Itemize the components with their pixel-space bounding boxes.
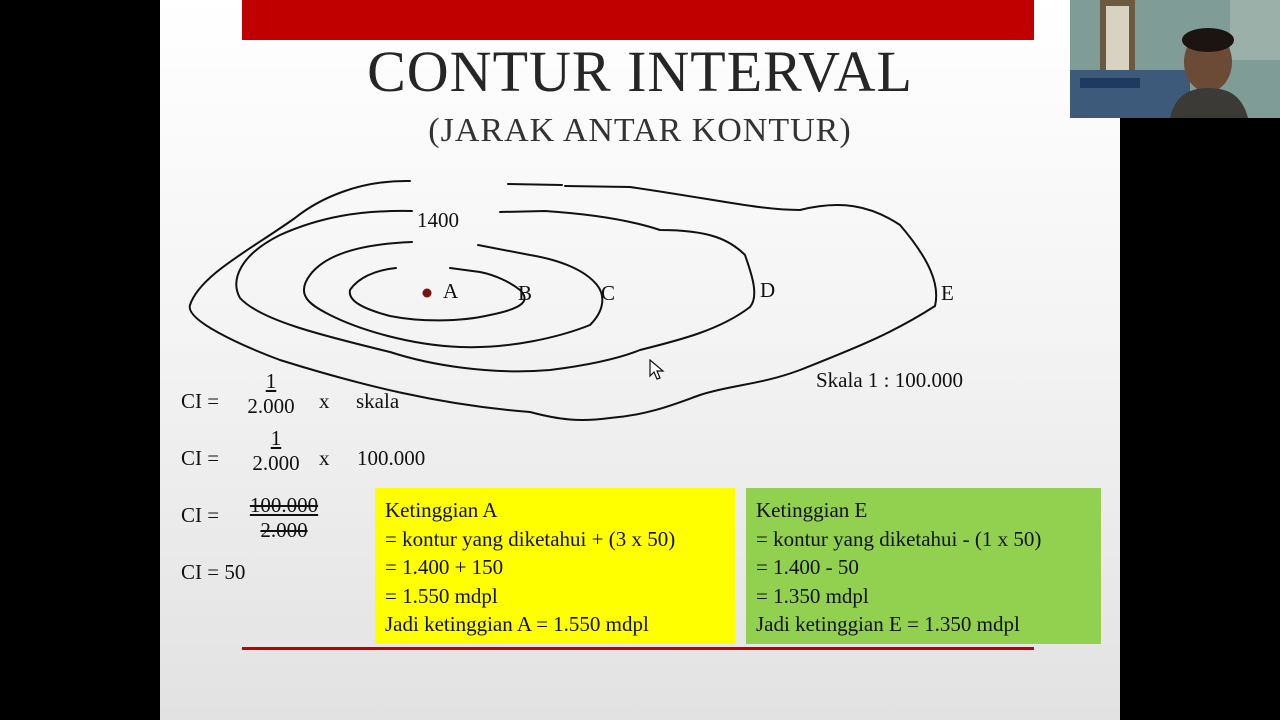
point-b-label: B bbox=[518, 281, 533, 305]
bottom-red-line bbox=[242, 647, 1034, 650]
point-a-marker bbox=[423, 289, 432, 298]
formula-3-denominator: 2.000 bbox=[260, 518, 308, 542]
ketinggian-e-box bbox=[746, 488, 1101, 644]
formula-1-denominator: 2.000 bbox=[247, 394, 295, 418]
webcam-overlay bbox=[1070, 0, 1280, 118]
box-e-line-1: Ketinggian E bbox=[756, 498, 868, 522]
formula-1-numerator: 1 bbox=[265, 369, 277, 393]
contour-line-e-gap bbox=[508, 184, 562, 185]
box-e-line-2: = kontur yang diketahui - (1 x 50) bbox=[756, 526, 1042, 551]
presentation-slide bbox=[160, 0, 1120, 720]
formula-2-times: x bbox=[319, 446, 330, 470]
formula-3-fraction bbox=[242, 493, 326, 543]
point-e-label: E bbox=[941, 281, 954, 305]
box-e-line-4: = 1.350 mdpl bbox=[756, 583, 869, 608]
box-a-line-4: = 1.550 mdpl bbox=[385, 583, 498, 608]
contour-value-label: 1400 bbox=[417, 208, 459, 232]
formula-2-prefix: CI = bbox=[181, 446, 220, 470]
box-a-line-3: = 1.400 + 150 bbox=[385, 555, 504, 579]
point-a-label: A bbox=[443, 279, 459, 303]
point-c-label: C bbox=[601, 281, 616, 305]
formula-2-factor: 100.000 bbox=[357, 446, 426, 470]
box-e-line-3: = 1.400 - 50 bbox=[756, 555, 859, 579]
mouse-cursor-icon bbox=[649, 359, 665, 381]
formula-2-fraction bbox=[245, 426, 307, 476]
box-a-line-2: = kontur yang diketahui + (3 x 50) bbox=[385, 526, 676, 551]
formula-3-numerator: 100.000 bbox=[249, 493, 319, 517]
box-e-line-5: Jadi ketinggian E = 1.350 mdpl bbox=[756, 612, 1020, 636]
formula-2-numerator: 1 bbox=[270, 426, 282, 450]
presenter-webcam-image bbox=[1070, 0, 1280, 118]
point-d-label: D bbox=[760, 278, 776, 302]
formula-1-fraction bbox=[240, 369, 302, 419]
formula-2-denominator: 2.000 bbox=[252, 451, 300, 475]
scale-text: Skala 1 : 100.000 bbox=[816, 368, 963, 392]
ketinggian-a-box bbox=[375, 488, 735, 644]
slide-title: CONTUR INTERVAL bbox=[367, 39, 913, 104]
formula-1-prefix: CI = bbox=[181, 389, 220, 413]
box-a-line-1: Ketinggian A bbox=[385, 498, 498, 522]
box-a-line-5: Jadi ketinggian A = 1.550 mdpl bbox=[385, 612, 649, 636]
contour-line-b bbox=[350, 268, 525, 320]
slide-subtitle: (JARAK ANTAR KONTUR) bbox=[428, 112, 852, 149]
formula-1-factor: skala bbox=[356, 389, 400, 413]
formula-result: CI = 50 bbox=[181, 560, 246, 584]
formula-1-times: x bbox=[319, 389, 330, 413]
formula-3-prefix: CI = bbox=[181, 503, 220, 527]
